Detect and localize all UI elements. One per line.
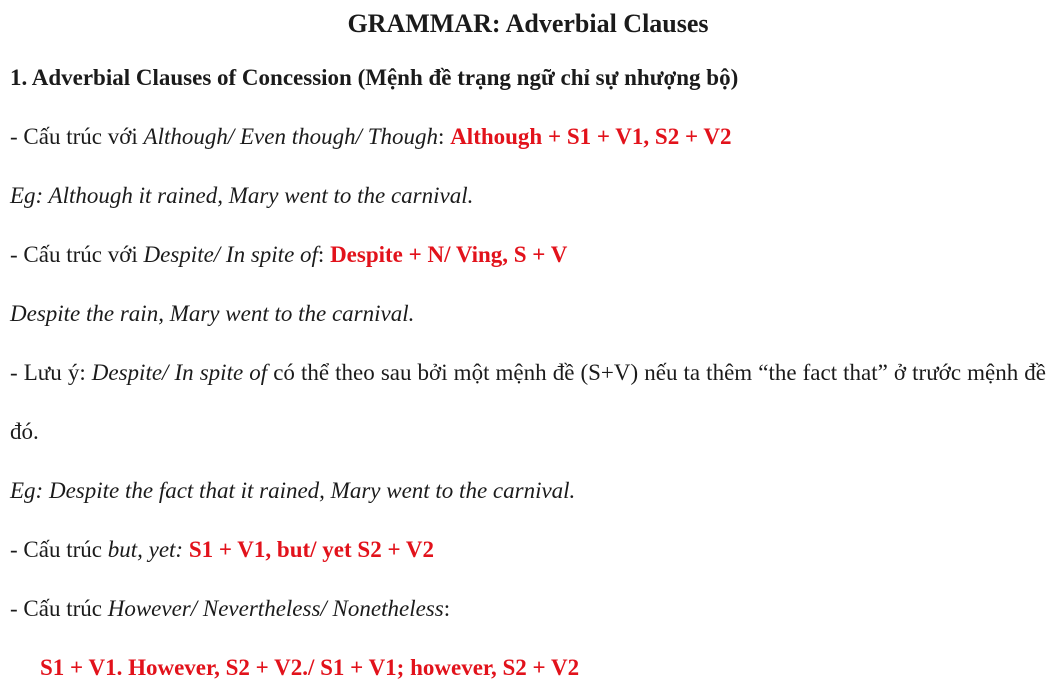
text-segment: - Lưu ý: <box>10 360 92 385</box>
text-segment: However/ Nevertheless/ Nonetheless <box>107 596 444 621</box>
example-text: Eg: Despite the fact that it rained, Mary went to the carnival. <box>10 478 576 503</box>
example-despite-fact-line <box>10 461 1046 520</box>
formula-however-line <box>10 638 1046 697</box>
text-segment: Although/ Even though/ Though <box>143 124 439 149</box>
formula-text: S1 + V1, but/ yet S2 + V2 <box>188 537 435 562</box>
section-heading: 1. Adverbial Clauses of Concession (Mệnh đề trạng ngữ chỉ sự nhượng bộ) <box>10 65 739 90</box>
text-segment: - Cấu trúc với <box>10 242 144 267</box>
example-despite-line <box>10 284 1046 343</box>
example-text: Eg: Although it rained, Mary went to the carnival. <box>10 183 474 208</box>
structure-however-line <box>10 579 1046 638</box>
text-segment: - Cấu trúc <box>10 596 108 621</box>
structure-despite-line <box>10 225 1046 284</box>
text-segment: : <box>438 124 451 149</box>
page-title: GRAMMAR: Adverbial Clauses <box>347 9 709 38</box>
formula-text: Although + S1 + V1, S2 + V2 <box>450 124 732 149</box>
text-segment: : <box>317 242 331 267</box>
structure-but-yet-line <box>10 520 1046 579</box>
text-segment: Despite/ In spite of <box>91 360 268 385</box>
text-segment: - Cấu trúc <box>10 537 108 562</box>
text-segment: Despite/ In spite of <box>143 242 318 267</box>
text-segment: - Cấu trúc với <box>10 124 144 149</box>
text-segment: có thể theo sau bởi một mệnh đề (S+V) nếu ta thêm “the fact that” ở trước mệnh đề đó. <box>10 360 1046 444</box>
text-segment: : <box>443 596 451 621</box>
structure-although-line <box>10 107 1046 166</box>
example-text: Despite the rain, Mary went to the carnival. <box>10 301 415 326</box>
formula-text: Despite + N/ Ving, S + V <box>330 242 568 267</box>
note-despite-line <box>10 343 1046 461</box>
example-although-line <box>10 166 1046 225</box>
text-segment: but, yet: <box>107 537 189 562</box>
formula-text: S1 + V1. However, S2 + V2./ S1 + V1; however, S2 + V2 <box>40 655 580 680</box>
